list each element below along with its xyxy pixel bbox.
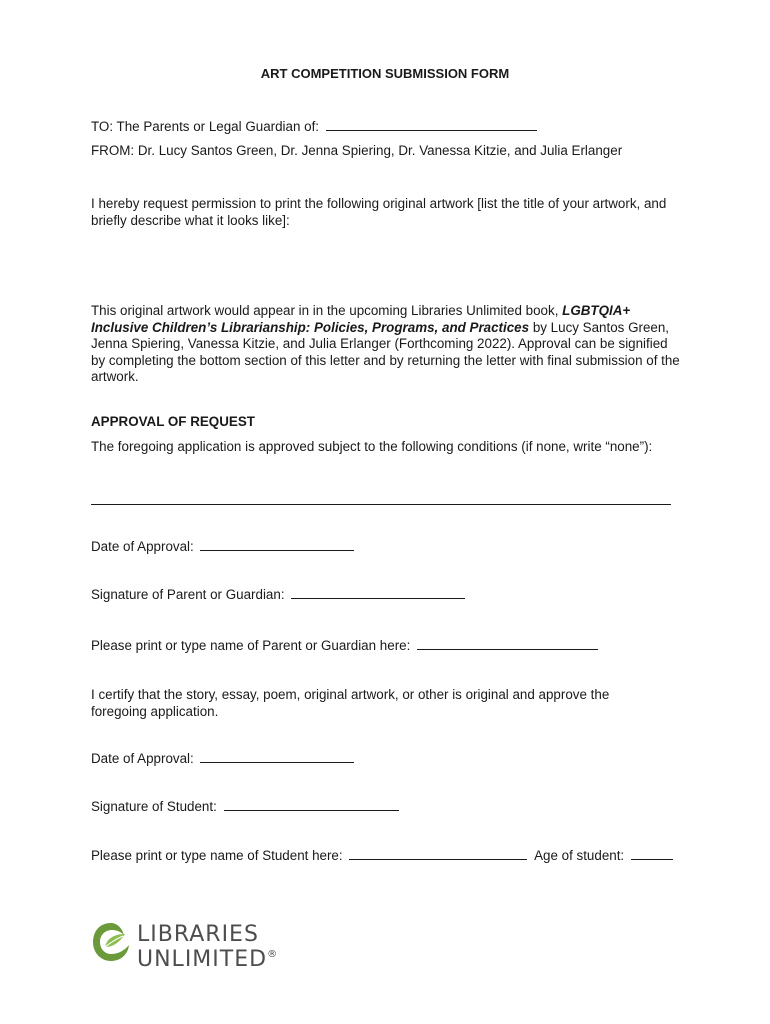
artwork-text-part2: by Lucy Santos Green, Jenna Spiering, Vanessa Kitzie, and Julia Erlanger (Forthcoming 2022). Approval can be signified by completing the bottom section of this letter and by returning the letter with final submission of the artwork. [91, 319, 680, 385]
guardian-of-blank[interactable] [326, 118, 537, 131]
parent-signature-label: Signature of Parent or Guardian: [91, 587, 285, 602]
student-age-blank[interactable] [631, 847, 673, 860]
student-name-blank[interactable] [349, 847, 527, 860]
from-line: FROM: Dr. Lucy Santos Green, Dr. Jenna Spiering, Dr. Vanessa Kitzie, and Julia Erlanger [91, 143, 623, 158]
artwork-paragraph [91, 303, 681, 386]
parent-signature-blank[interactable] [291, 586, 465, 599]
book-title: LGBTQIA+ Inclusive Children’s Librarianship: Policies, Programs, and Practices [91, 303, 631, 335]
date-of-approval-line [91, 538, 354, 555]
student-signature-label: Signature of Student: [91, 799, 217, 814]
student-age-label: Age of student: [534, 848, 625, 863]
parent-name-line [91, 637, 598, 654]
student-signature-blank[interactable] [224, 798, 399, 811]
leaf-emblem-icon [91, 920, 131, 964]
parent-name-blank[interactable] [417, 637, 598, 650]
libraries-unlimited-logo [91, 916, 291, 976]
date-of-approval-label: Date of Approval: [91, 539, 194, 554]
date-of-approval-label-2: Date of Approval: [91, 751, 194, 766]
registered-mark: ® [267, 949, 279, 960]
logo-line2-wrap [137, 947, 278, 972]
approval-heading: APPROVAL OF REQUEST [91, 414, 255, 429]
conditions-blank[interactable] [91, 504, 671, 505]
date-of-approval-line-2 [91, 750, 354, 767]
logo-line2: UNLIMITED [137, 947, 268, 972]
to-label: TO: The Parents or Legal Guardian of: [91, 119, 320, 134]
parent-signature-line [91, 586, 465, 603]
logo-line1: LIBRARIES [137, 922, 259, 947]
student-signature-line [91, 798, 399, 815]
to-line [91, 118, 537, 135]
date-of-approval-blank-2[interactable] [200, 750, 354, 763]
student-name-line [91, 847, 673, 864]
date-of-approval-blank[interactable] [200, 538, 354, 551]
approval-conditions-text: The foregoing application is approved subject to the following conditions (if none, write “none”): [91, 439, 653, 454]
certify-paragraph: I certify that the story, essay, poem, original artwork, or other is original and approve the foregoing application. [91, 687, 610, 719]
parent-name-label: Please print or type name of Parent or Guardian here: [91, 638, 411, 653]
student-name-label: Please print or type name of Student here: [91, 848, 343, 863]
request-paragraph: I hereby request permission to print the following original artwork [list the title of your artwork, and briefly describe what it looks like]: [91, 196, 667, 228]
artwork-text-part1: This original artwork would appear in in the upcoming Libraries Unlimited book, [91, 303, 563, 318]
form-title: ART COMPETITION SUBMISSION FORM [260, 66, 510, 81]
